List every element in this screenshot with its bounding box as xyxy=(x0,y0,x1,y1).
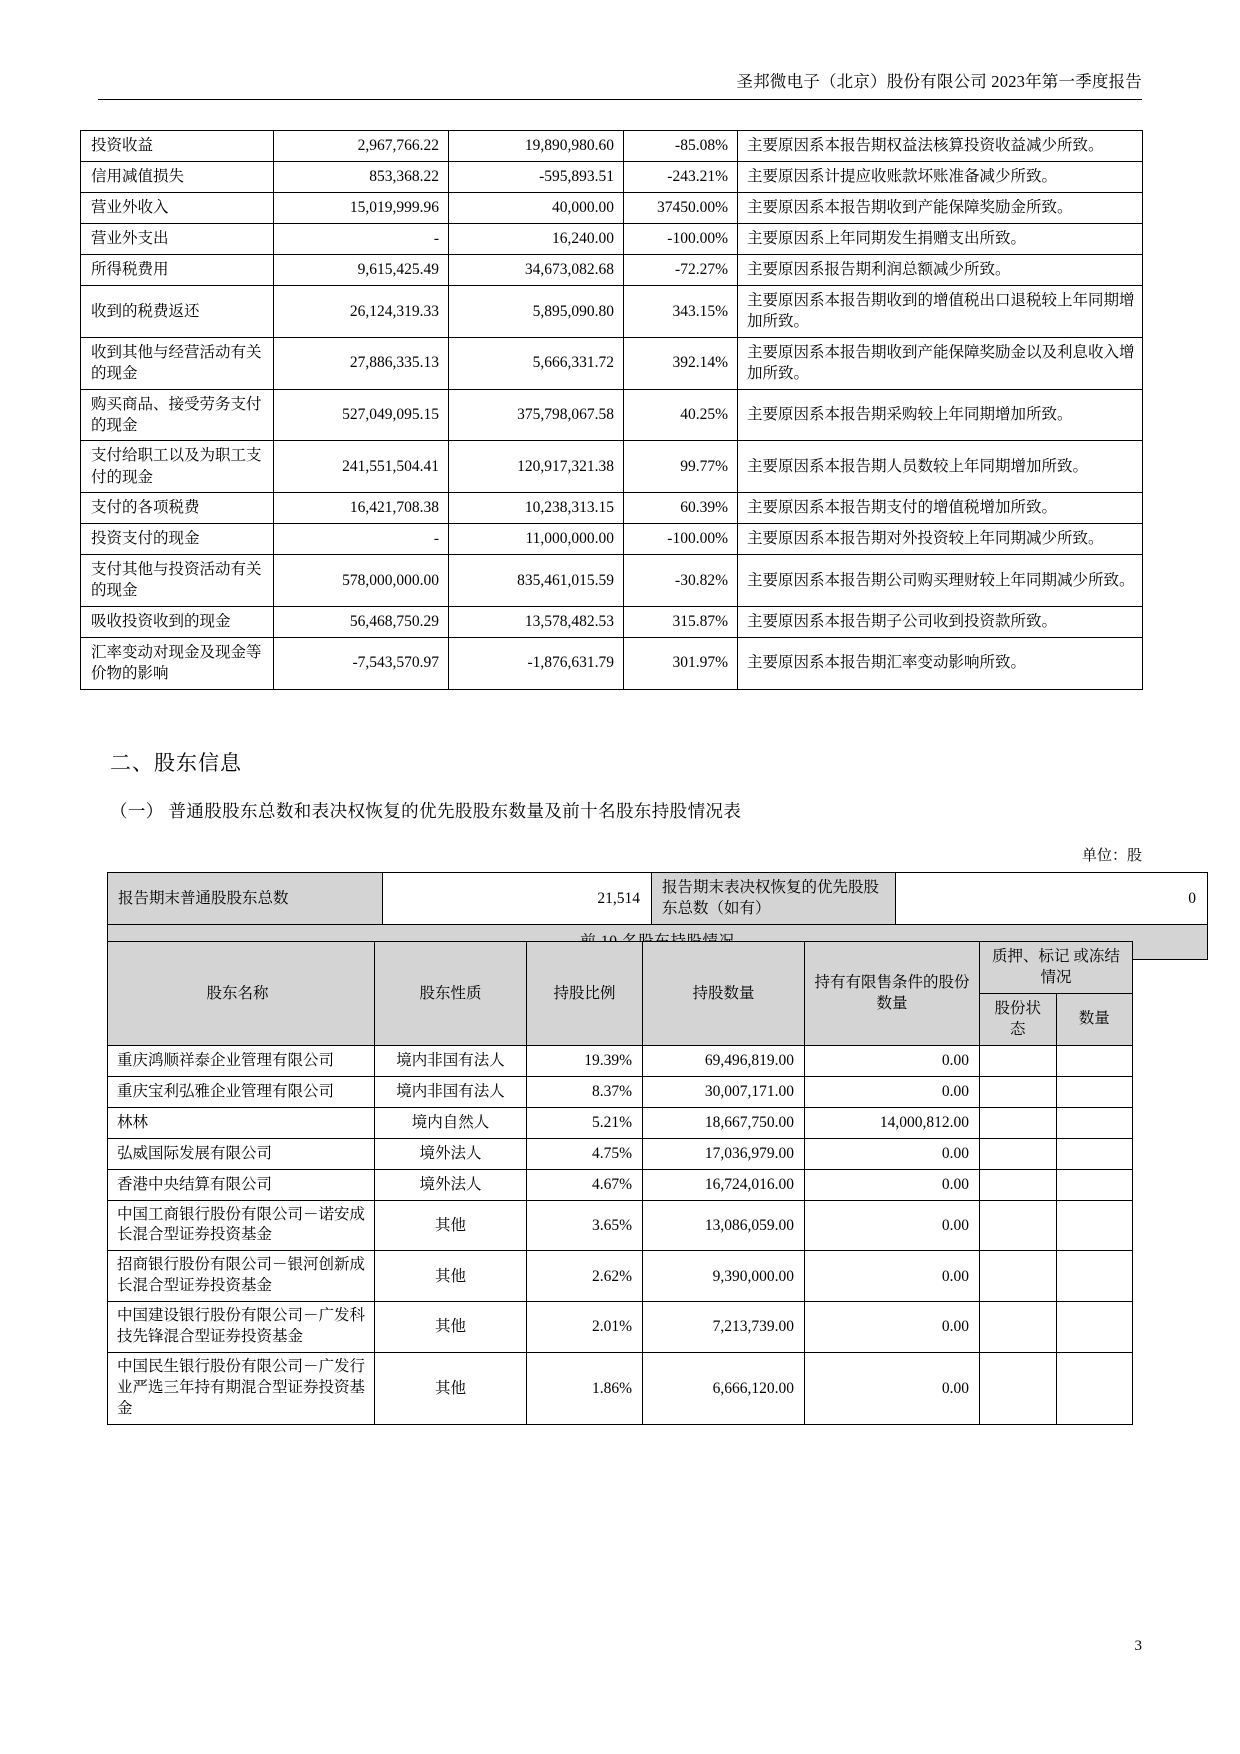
header-divider xyxy=(98,99,1142,100)
variance-current: - xyxy=(274,524,449,555)
variance-previous: 10,238,313.15 xyxy=(449,493,624,524)
table-row xyxy=(81,224,1143,255)
variance-item: 吸收投资收到的现金 xyxy=(81,606,274,637)
holder-quantity: 16,724,016.00 xyxy=(643,1169,805,1200)
holder-quantity: 9,390,000.00 xyxy=(643,1251,805,1302)
page-number: 3 xyxy=(1134,1638,1142,1654)
variance-note: 主要原因系本报告期权益法核算投资收益减少所致。 xyxy=(738,131,1143,162)
unit-note: 单位：股 xyxy=(1081,848,1142,864)
variance-current: 16,421,708.38 xyxy=(274,493,449,524)
variance-note: 主要原因系上年同期发生捐赠支出所致。 xyxy=(738,224,1143,255)
variance-previous: 375,798,067.58 xyxy=(449,389,624,441)
holder-name: 重庆鸿顺祥泰企业管理有限公司 xyxy=(108,1045,375,1076)
variance-change: -243.21% xyxy=(624,162,738,193)
holder-pledge-amount xyxy=(1056,1138,1133,1169)
table-row xyxy=(81,162,1143,193)
col-header-name: 股东名称 xyxy=(108,942,375,1046)
holder-quantity: 6,666,120.00 xyxy=(643,1353,805,1425)
holder-pledge-status xyxy=(980,1076,1057,1107)
holder-restricted: 0.00 xyxy=(805,1302,980,1353)
variance-current: 9,615,425.49 xyxy=(274,255,449,286)
holder-nature: 境内非国有法人 xyxy=(375,1076,527,1107)
variance-item: 收到其他与经营活动有关的现金 xyxy=(81,337,274,389)
holder-quantity: 69,496,819.00 xyxy=(643,1045,805,1076)
variance-change: 315.87% xyxy=(624,606,738,637)
holder-ratio: 3.65% xyxy=(527,1200,643,1251)
variance-note: 主要原因系本报告期采购较上年同期增加所致。 xyxy=(738,389,1143,441)
holder-name: 香港中央结算有限公司 xyxy=(108,1169,375,1200)
table-row xyxy=(108,1045,1133,1076)
holder-nature: 其他 xyxy=(375,1251,527,1302)
table-row xyxy=(108,1107,1133,1138)
variance-change: 343.15% xyxy=(624,286,738,338)
cash-flow-variance-table xyxy=(80,130,1143,690)
variance-item: 支付其他与投资活动有关的现金 xyxy=(81,555,274,607)
holder-restricted: 0.00 xyxy=(805,1353,980,1425)
variance-note: 主要原因系本报告期收到产能保障奖励金所致。 xyxy=(738,193,1143,224)
variance-previous: 120,917,321.38 xyxy=(449,441,624,493)
variance-previous: 40,000.00 xyxy=(449,193,624,224)
holder-restricted: 0.00 xyxy=(805,1138,980,1169)
table-row xyxy=(81,524,1143,555)
holder-restricted: 0.00 xyxy=(805,1251,980,1302)
holder-nature: 其他 xyxy=(375,1353,527,1425)
variance-current: -7,543,570.97 xyxy=(274,637,449,689)
holder-restricted: 0.00 xyxy=(805,1076,980,1107)
holder-restricted: 14,000,812.00 xyxy=(805,1107,980,1138)
variance-previous: 5,895,090.80 xyxy=(449,286,624,338)
table-row xyxy=(108,1302,1133,1353)
col-header-restricted: 持有有限售条件的股份数量 xyxy=(805,942,980,1046)
variance-item: 支付给职工以及为职工支付的现金 xyxy=(81,441,274,493)
holder-name: 中国建设银行股份有限公司－广发科技先锋混合型证券投资基金 xyxy=(108,1302,375,1353)
variance-item: 汇率变动对现金及现金等价物的影响 xyxy=(81,637,274,689)
variance-current: 853,368.22 xyxy=(274,162,449,193)
variance-note: 主要原因系本报告期对外投资较上年同期减少所致。 xyxy=(738,524,1143,555)
variance-change: -72.27% xyxy=(624,255,738,286)
holder-name: 重庆宝利弘雅企业管理有限公司 xyxy=(108,1076,375,1107)
holder-restricted: 0.00 xyxy=(805,1200,980,1251)
holder-pledge-status xyxy=(980,1138,1057,1169)
document-header: 圣邦微电子（北京）股份有限公司 2023年第一季度报告 xyxy=(736,72,1142,91)
holder-ratio: 8.37% xyxy=(527,1076,643,1107)
variance-previous: 835,461,015.59 xyxy=(449,555,624,607)
holder-nature: 境外法人 xyxy=(375,1169,527,1200)
holder-pledge-amount xyxy=(1056,1169,1133,1200)
variance-current: 27,886,335.13 xyxy=(274,337,449,389)
holder-quantity: 18,667,750.00 xyxy=(643,1107,805,1138)
variance-note: 主要原因系本报告期汇率变动影响所致。 xyxy=(738,637,1143,689)
holder-name: 中国民生银行股份有限公司－广发行业严选三年持有期混合型证券投资基金 xyxy=(108,1353,375,1425)
variance-item: 营业外收入 xyxy=(81,193,274,224)
variance-current: 578,000,000.00 xyxy=(274,555,449,607)
holder-pledge-amount xyxy=(1056,1302,1133,1353)
variance-previous: -1,876,631.79 xyxy=(449,637,624,689)
col-header-nature: 股东性质 xyxy=(375,942,527,1046)
holder-ratio: 1.86% xyxy=(527,1353,643,1425)
holder-pledge-status xyxy=(980,1045,1057,1076)
holder-ratio: 5.21% xyxy=(527,1107,643,1138)
holder-nature: 境内自然人 xyxy=(375,1107,527,1138)
section-heading-shareholder-info: 二、股东信息 xyxy=(110,751,242,775)
variance-note: 主要原因系本报告期收到产能保障奖励金以及利息收入增加所致。 xyxy=(738,337,1143,389)
variance-current: - xyxy=(274,224,449,255)
variance-change: 99.77% xyxy=(624,441,738,493)
top10-header xyxy=(108,942,1133,1046)
table-row xyxy=(81,193,1143,224)
variance-current: 2,967,766.22 xyxy=(274,131,449,162)
table-row xyxy=(81,131,1143,162)
variance-change: -100.00% xyxy=(624,224,738,255)
table-row xyxy=(108,1076,1133,1107)
variance-change: -85.08% xyxy=(624,131,738,162)
holder-quantity: 30,007,171.00 xyxy=(643,1076,805,1107)
holder-pledge-status xyxy=(980,1353,1057,1425)
variance-note: 主要原因系报告期利润总额减少所致。 xyxy=(738,255,1143,286)
top10-body xyxy=(108,1045,1133,1424)
holder-pledge-status xyxy=(980,1251,1057,1302)
holder-name: 中国工商银行股份有限公司－诺安成长混合型证券投资基金 xyxy=(108,1200,375,1251)
table-row xyxy=(81,441,1143,493)
table-row xyxy=(81,606,1143,637)
holder-pledge-amount xyxy=(1056,1353,1133,1425)
table-row xyxy=(81,637,1143,689)
table-row xyxy=(108,1251,1133,1302)
holder-quantity: 13,086,059.00 xyxy=(643,1200,805,1251)
variance-change: 60.39% xyxy=(624,493,738,524)
variance-item: 购买商品、接受劳务支付的现金 xyxy=(81,389,274,441)
holder-pledge-status xyxy=(980,1107,1057,1138)
variance-table-body xyxy=(81,131,1143,690)
variance-note: 主要原因系本报告期公司购买理财较上年同期减少所致。 xyxy=(738,555,1143,607)
variance-change: 40.25% xyxy=(624,389,738,441)
table-row xyxy=(108,1353,1133,1425)
holder-pledge-status xyxy=(980,1302,1057,1353)
variance-previous: 19,890,980.60 xyxy=(449,131,624,162)
holder-restricted: 0.00 xyxy=(805,1045,980,1076)
holder-pledge-amount xyxy=(1056,1107,1133,1138)
variance-current: 26,124,319.33 xyxy=(274,286,449,338)
holder-restricted: 0.00 xyxy=(805,1169,980,1200)
table-row xyxy=(81,555,1143,607)
variance-item: 营业外支出 xyxy=(81,224,274,255)
col-header-pledge-group: 质押、标记 或冻结情况 xyxy=(980,942,1133,994)
holder-nature: 境外法人 xyxy=(375,1138,527,1169)
variance-previous: 16,240.00 xyxy=(449,224,624,255)
table-row xyxy=(81,255,1143,286)
variance-item: 投资收益 xyxy=(81,131,274,162)
variance-previous: 11,000,000.00 xyxy=(449,524,624,555)
variance-change: 301.97% xyxy=(624,637,738,689)
holder-name: 招商银行股份有限公司－银河创新成长混合型证券投资基金 xyxy=(108,1251,375,1302)
holder-quantity: 17,036,979.00 xyxy=(643,1138,805,1169)
variance-item: 信用减值损失 xyxy=(81,162,274,193)
holder-ratio: 2.62% xyxy=(527,1251,643,1302)
table-row xyxy=(81,389,1143,441)
variance-current: 527,049,095.15 xyxy=(274,389,449,441)
table-row xyxy=(81,286,1143,338)
preferred-holders-value: 0 xyxy=(896,873,1208,925)
variance-note: 主要原因系本报告期收到的增值税出口退税较上年同期增加所致。 xyxy=(738,286,1143,338)
variance-previous: -595,893.51 xyxy=(449,162,624,193)
holder-nature: 其他 xyxy=(375,1302,527,1353)
variance-note: 主要原因系本报告期子公司收到投资款所致。 xyxy=(738,606,1143,637)
variance-current: 241,551,504.41 xyxy=(274,441,449,493)
table-row xyxy=(108,1138,1133,1169)
holder-ratio: 2.01% xyxy=(527,1302,643,1353)
variance-change: -30.82% xyxy=(624,555,738,607)
variance-current: 15,019,999.96 xyxy=(274,193,449,224)
common-holders-label: 报告期末普通股股东总数 xyxy=(108,873,383,925)
holder-ratio: 4.75% xyxy=(527,1138,643,1169)
table-row xyxy=(108,873,1208,925)
table-row xyxy=(81,337,1143,389)
col-header-quantity: 持股数量 xyxy=(643,942,805,1046)
holder-pledge-status xyxy=(980,1169,1057,1200)
preferred-holders-label: 报告期末表决权恢复的优先股股东总数（如有） xyxy=(652,873,896,925)
holder-pledge-amount xyxy=(1056,1251,1133,1302)
variance-note: 主要原因系本报告期支付的增值税增加所致。 xyxy=(738,493,1143,524)
col-header-ratio: 持股比例 xyxy=(527,942,643,1046)
table-row xyxy=(81,493,1143,524)
holder-ratio: 4.67% xyxy=(527,1169,643,1200)
variance-item: 支付的各项税费 xyxy=(81,493,274,524)
table-row xyxy=(108,1169,1133,1200)
table-row xyxy=(108,1200,1133,1251)
variance-item: 投资支付的现金 xyxy=(81,524,274,555)
col-header-pledge-status: 股份状态 xyxy=(980,993,1057,1045)
variance-current: 56,468,750.29 xyxy=(274,606,449,637)
variance-previous: 34,673,082.68 xyxy=(449,255,624,286)
col-header-pledge-amount: 数量 xyxy=(1056,993,1133,1045)
table-header-row xyxy=(108,942,1133,994)
holder-nature: 其他 xyxy=(375,1200,527,1251)
holder-ratio: 19.39% xyxy=(527,1045,643,1076)
variance-change: -100.00% xyxy=(624,524,738,555)
subsection-heading-top10: （一） 普通股股东总数和表决权恢复的优先股股东数量及前十名股东持股情况表 xyxy=(110,801,742,821)
variance-previous: 13,578,482.53 xyxy=(449,606,624,637)
variance-change: 37450.00% xyxy=(624,193,738,224)
variance-note: 主要原因系本报告期人员数较上年同期增加所致。 xyxy=(738,441,1143,493)
holder-pledge-status xyxy=(980,1200,1057,1251)
common-holders-value: 21,514 xyxy=(383,873,652,925)
holder-name: 林林 xyxy=(108,1107,375,1138)
holder-pledge-amount xyxy=(1056,1045,1133,1076)
variance-note: 主要原因系计提应收账款坏账准备减少所致。 xyxy=(738,162,1143,193)
top10-shareholders-table xyxy=(107,941,1133,1425)
variance-change: 392.14% xyxy=(624,337,738,389)
variance-previous: 5,666,331.72 xyxy=(449,337,624,389)
holder-nature: 境内非国有法人 xyxy=(375,1045,527,1076)
variance-item: 收到的税费返还 xyxy=(81,286,274,338)
holder-pledge-amount xyxy=(1056,1200,1133,1251)
variance-item: 所得税费用 xyxy=(81,255,274,286)
holder-name: 弘威国际发展有限公司 xyxy=(108,1138,375,1169)
holder-pledge-amount xyxy=(1056,1076,1133,1107)
holder-quantity: 7,213,739.00 xyxy=(643,1302,805,1353)
